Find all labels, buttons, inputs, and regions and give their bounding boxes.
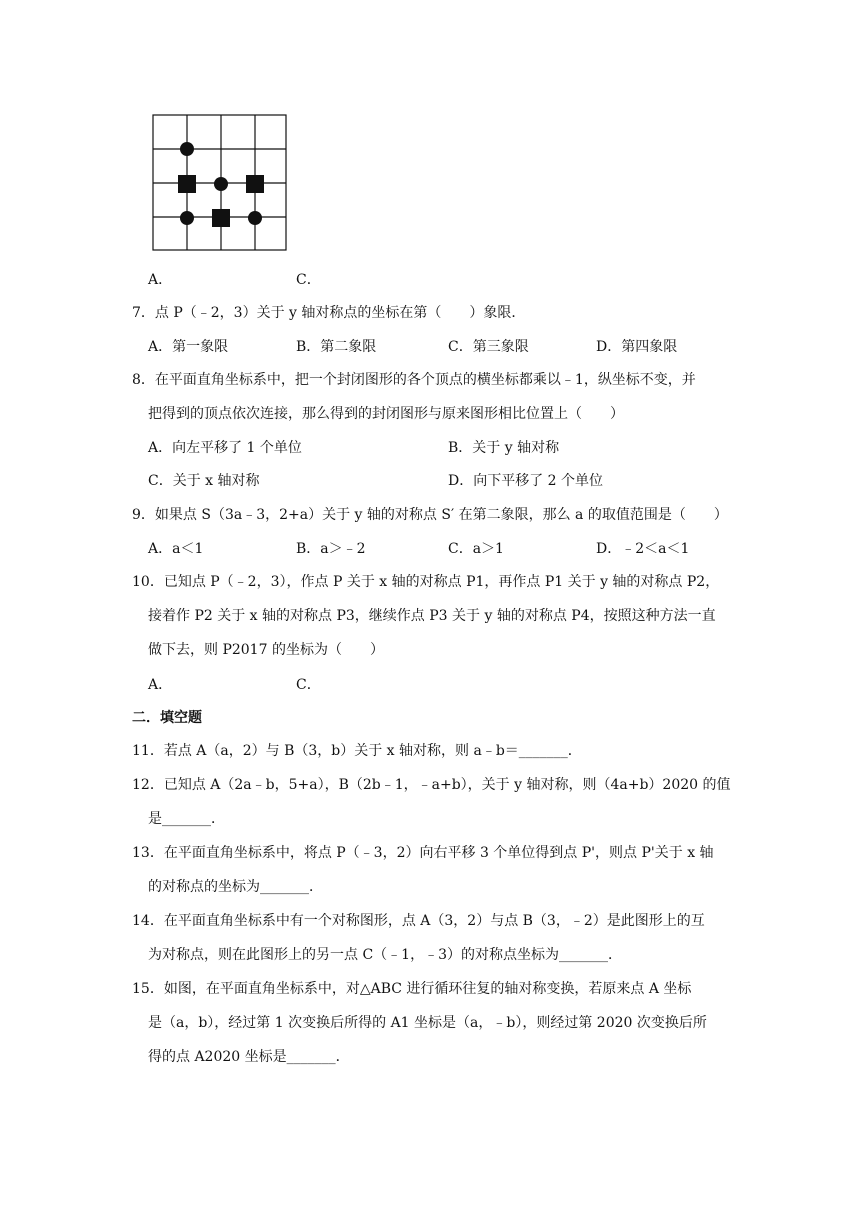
question-11: 11．若点 A（a，2）与 B（3，b）关于 x 轴对称，则 a﹣b＝_______． (132, 743, 582, 759)
question-12-line-2: 是_______． (148, 811, 225, 827)
section-title: 二．填空题 (132, 710, 202, 726)
question-15-line-3: 得的点 A2020 坐标是_______． (148, 1049, 350, 1065)
question-10-line-2: 接着作 P2 关于 x 轴的对称点 P3，继续作点 P3 关于 y 轴的对称点 P4，按照这种方法一直 (148, 608, 716, 624)
q7-option-d: D．第四象限 (596, 339, 678, 355)
grid-figure (152, 114, 288, 252)
grid-square (246, 175, 264, 193)
q8-option-d: D．向下平移了 2 个单位 (448, 473, 604, 489)
grid-dot (214, 177, 228, 191)
grid-square (178, 175, 196, 193)
question-7: 7．点 P（﹣2，3）关于 y 轴对称点的坐标在第（ ）象限． (132, 305, 526, 321)
q9-option-b: B．a＞﹣2 (296, 541, 366, 557)
question-10-line-1: 10．已知点 P（﹣2，3），作点 P 关于 x 轴的对称点 P1，再作点 P1 关于 y 轴的对称点 P2， (132, 574, 720, 590)
question-13-line-1: 13．在平面直角坐标系中，将点 P（﹣3，2）向右平移 3 个单位得到点 P'，则点 P'关于 x 轴 (132, 845, 714, 861)
q10-option-a: A． (148, 677, 173, 693)
q9-option-a: A．a＜1 (148, 541, 204, 557)
q7-option-b: B．第二象限 (296, 339, 377, 355)
grid-dot (180, 211, 194, 225)
question-15-line-1: 15．如图，在平面直角坐标系中，对△ABC 进行循环往复的轴对称变换，若原来点 A 坐标 (132, 981, 692, 997)
q8-option-c: C．关于 x 轴对称 (148, 473, 260, 489)
q7-option-c: C．第三象限 (448, 339, 529, 355)
question-8-line-2: 把得到的顶点依次连接，那么得到的封闭图形与原来图形相比位置上（ ） (148, 406, 624, 422)
q8-option-b: B．关于 y 轴对称 (448, 440, 560, 456)
q9-option-c: C．a＞1 (448, 541, 504, 557)
figure-option-c: C． (296, 272, 321, 288)
question-10-line-3: 做下去，则 P2017 的坐标为（ ） (148, 642, 384, 658)
question-8-line-1: 8．在平面直角坐标系中，把一个封闭图形的各个顶点的横坐标都乘以﹣1，纵坐标不变，并 (132, 372, 696, 388)
q10-option-c: C． (296, 677, 321, 693)
question-15-line-2: 是（a，b），经过第 1 次变换后所得的 A1 坐标是（a，﹣b），则经过第 2020 次变换后所 (148, 1015, 707, 1031)
q9-option-d: D．﹣2＜a＜1 (596, 541, 690, 557)
grid-square (212, 209, 230, 227)
question-14-line-1: 14．在平面直角坐标系中有一个对称图形，点 A（3，2）与点 B（3，﹣2）是此图形上的互 (132, 913, 705, 929)
question-12-line-1: 12．已知点 A（2a﹣b，5+a），B（2b﹣1，﹣a+b），关于 y 轴对称，则（4a+b）2020 的值 (132, 777, 731, 793)
grid-dot (248, 211, 262, 225)
q7-option-a: A．第一象限 (148, 339, 229, 355)
figure-option-a: A． (148, 272, 173, 288)
question-13-line-2: 的对称点的坐标为_______． (148, 879, 323, 895)
grid-dot (180, 142, 194, 156)
q8-option-a: A．向左平移了 1 个单位 (148, 440, 302, 456)
question-9: 9．如果点 S（3a﹣3，2+a）关于 y 轴的对称点 S′ 在第二象限，那么 a 的取值范围是（ ） (132, 507, 728, 523)
question-14-line-2: 为对称点，则在此图形上的另一点 C（﹣1，﹣3）的对称点坐标为_______． (148, 947, 622, 963)
